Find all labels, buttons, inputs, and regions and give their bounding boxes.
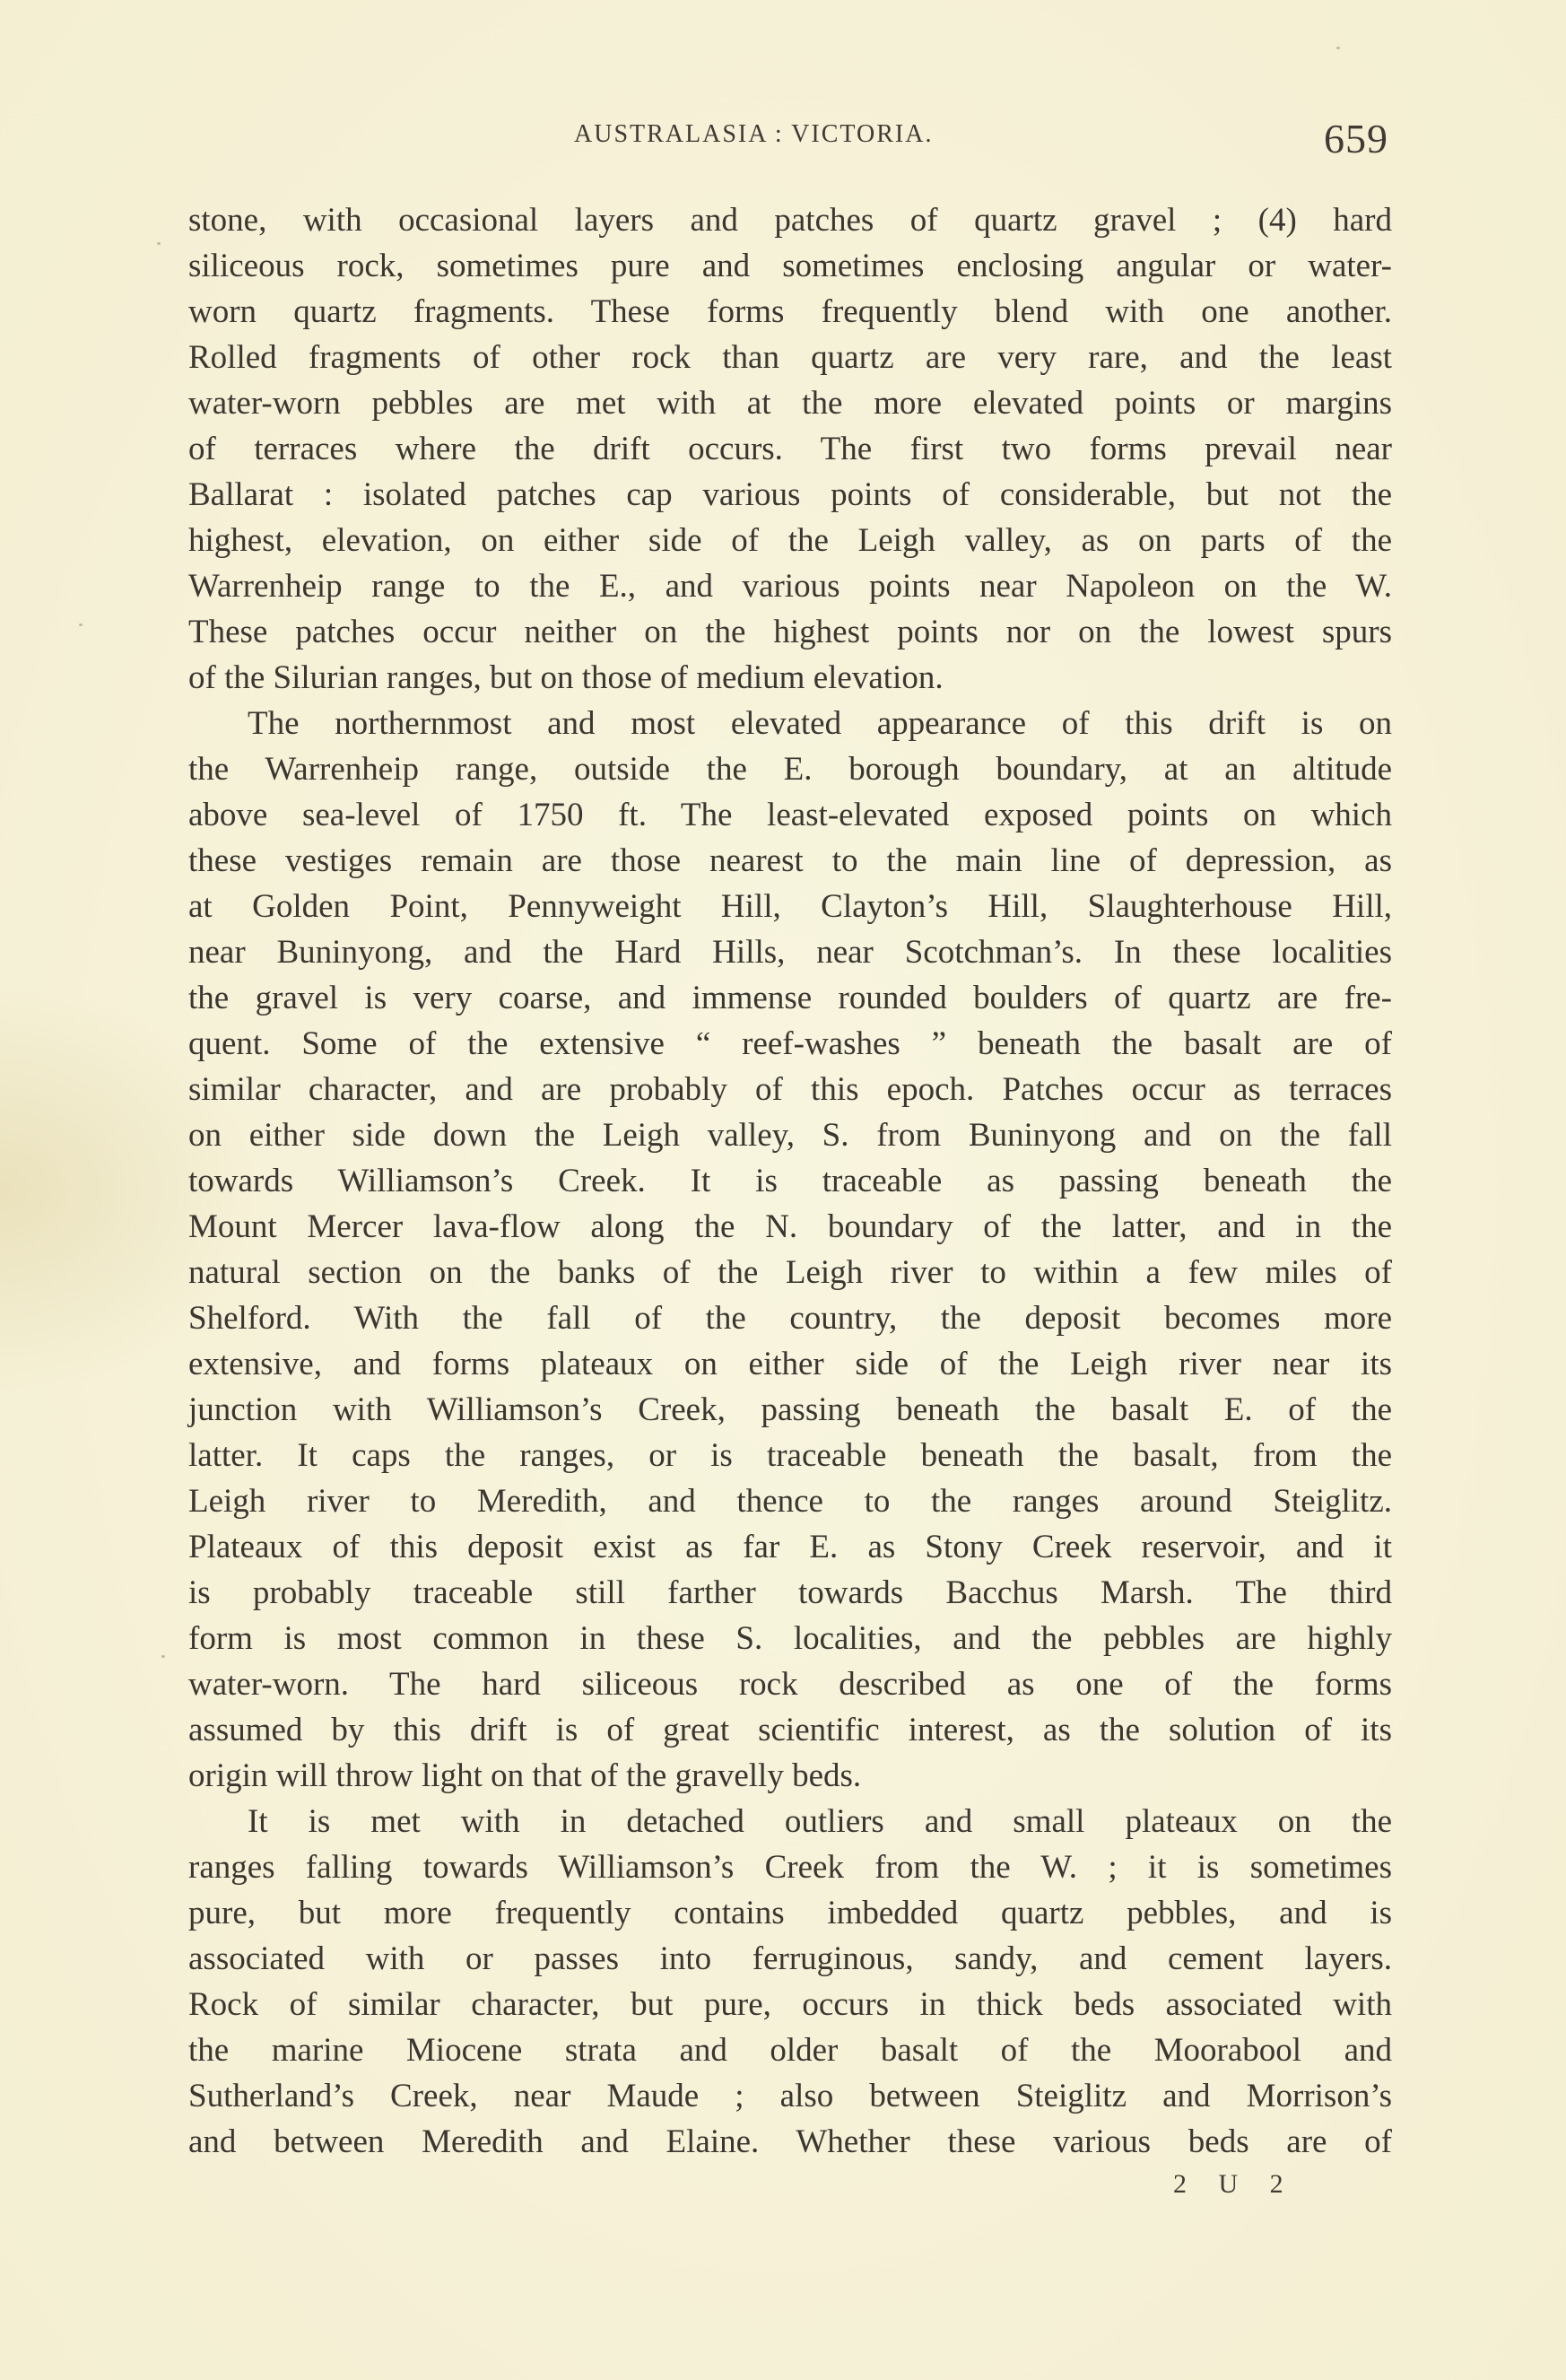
text-line: water-worn. The hard siliceous rock described as one of the forms bbox=[188, 1666, 1392, 1703]
text-line: Rolled fragments of other rock than quartz are very rare, and the least bbox=[188, 339, 1392, 376]
text-line: It is met with in detached outliers and small plateaux on the bbox=[248, 1803, 1392, 1840]
text-line: The northernmost and most elevated appearance of this drift is on bbox=[248, 705, 1392, 742]
text-line: Warrenheip range to the E., and various points near Napoleon on the W. bbox=[188, 568, 1392, 605]
text-line: Ballarat : isolated patches cap various points of considerable, but not the bbox=[188, 476, 1392, 513]
text-line: is probably traceable still farther towards Bacchus Marsh. The third bbox=[188, 1574, 1392, 1611]
text-line: pure, but more frequently contains imbedded quartz pebbles, and is bbox=[188, 1895, 1392, 1931]
text-line: Rock of similar character, but pure, occurs in thick beds associated with bbox=[188, 1986, 1392, 2023]
text-line: Plateaux of this deposit exist as far E. as Stony Creek reservoir, and it bbox=[188, 1529, 1392, 1565]
running-head bbox=[0, 115, 1566, 160]
text-line: extensive, and forms plateaux on either side of the Leigh river near its bbox=[188, 1346, 1392, 1382]
text-line: These patches occur neither on the highest points nor on the lowest spurs bbox=[188, 614, 1392, 650]
text-line: stone, with occasional layers and patches of quartz gravel ; (4) hard bbox=[188, 202, 1392, 239]
text-line: near Buninyong, and the Hard Hills, near Scotchman’s. In these localities bbox=[188, 934, 1392, 971]
text-line: and between Meredith and Elaine. Whether these various beds are of bbox=[188, 2123, 1392, 2160]
paper-speck bbox=[157, 242, 161, 245]
text-line: the gravel is very coarse, and immense rounded boulders of quartz are fre- bbox=[188, 980, 1392, 1016]
text-line: of the Silurian ranges, but on those of medium elevation. bbox=[188, 659, 944, 696]
text-line: worn quartz fragments. These forms frequently blend with one another. bbox=[188, 293, 1392, 330]
text-line: associated with or passes into ferruginous, sandy, and cement layers. bbox=[188, 1940, 1392, 1977]
text-line: highest, elevation, on either side of the Leigh valley, as on parts of the bbox=[188, 522, 1392, 559]
text-line: on either side down the Leigh valley, S. from Buninyong and on the fall bbox=[188, 1117, 1392, 1154]
text-line: junction with Williamson’s Creek, passing beneath the basalt E. of the bbox=[188, 1391, 1392, 1428]
running-title: AUSTRALASIA : VICTORIA. bbox=[574, 120, 934, 148]
text-line: natural section on the banks of the Leigh river to within a few miles of bbox=[188, 1254, 1392, 1291]
text-line: the marine Miocene strata and older basalt of the Moorabool and bbox=[188, 2032, 1392, 2069]
body-text bbox=[188, 197, 1392, 2165]
text-line: Sutherland’s Creek, near Maude ; also between Steiglitz and Morrison’s bbox=[188, 2078, 1392, 2114]
text-line: Mount Mercer lava-flow along the N. boundary of the latter, and in the bbox=[188, 1208, 1392, 1245]
text-line: quent. Some of the extensive “ reef-washes ” beneath the basalt are of bbox=[188, 1025, 1392, 1062]
signature-mark: 2 U 2 bbox=[1173, 2169, 1296, 2199]
paper-speck bbox=[161, 1655, 165, 1658]
text-line: water-worn pebbles are met with at the more elevated points or margins bbox=[188, 385, 1392, 422]
text-line: assumed by this drift is of great scientific interest, as the solution of its bbox=[188, 1712, 1392, 1748]
text-line: latter. It caps the ranges, or is traceable beneath the basalt, from the bbox=[188, 1437, 1392, 1474]
paragraph-2 bbox=[188, 701, 1392, 1799]
text-line: origin will throw light on that of the gravelly beds. bbox=[188, 1757, 862, 1794]
text-line: Shelford. With the fall of the country, the deposit becomes more bbox=[188, 1300, 1392, 1337]
text-line: these vestiges remain are those nearest to the main line of depression, as bbox=[188, 842, 1392, 879]
text-line: towards Williamson’s Creek. It is traceable as passing beneath the bbox=[188, 1163, 1392, 1199]
text-line: above sea-level of 1750 ft. The least-elevated exposed points on which bbox=[188, 797, 1392, 833]
paragraph-3 bbox=[188, 1799, 1392, 2165]
page-number: 659 bbox=[1324, 116, 1388, 161]
text-line: at Golden Point, Pennyweight Hill, Clayton’s Hill, Slaughterhouse Hill, bbox=[188, 888, 1392, 925]
paragraph-1 bbox=[188, 197, 1392, 701]
paper-speck bbox=[79, 623, 83, 626]
text-line: Leigh river to Meredith, and thence to the ranges around Steiglitz. bbox=[188, 1483, 1392, 1520]
text-line: similar character, and are probably of this epoch. Patches occur as terraces bbox=[188, 1071, 1392, 1108]
paper-speck bbox=[1336, 47, 1340, 49]
text-line: form is most common in these S. localities, and the pebbles are highly bbox=[188, 1620, 1392, 1657]
text-line: siliceous rock, sometimes pure and sometimes enclosing angular or water- bbox=[188, 248, 1392, 284]
text-line: ranges falling towards Williamson’s Creek from the W. ; it is sometimes bbox=[188, 1849, 1392, 1886]
text-line: of terraces where the drift occurs. The first two forms prevail near bbox=[188, 431, 1392, 467]
text-line: the Warrenheip range, outside the E. borough boundary, at an altitude bbox=[188, 751, 1392, 788]
